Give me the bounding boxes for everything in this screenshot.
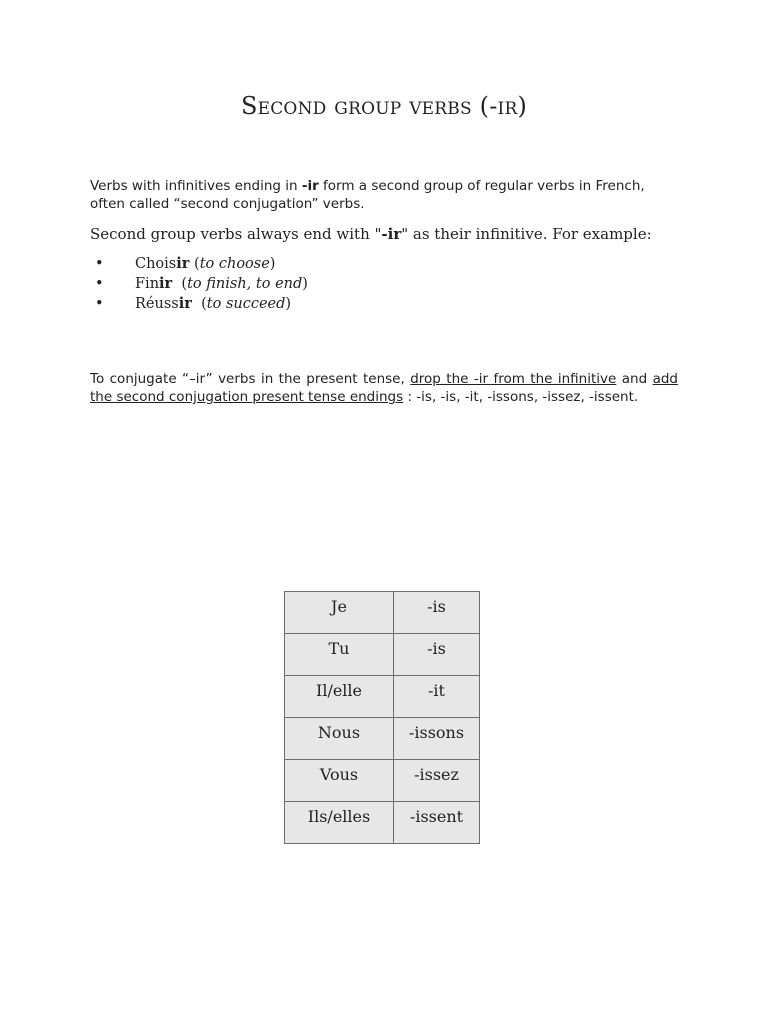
verb-stem: Chois: [135, 256, 177, 272]
list-item: [90, 274, 490, 294]
paren-close: ): [285, 296, 292, 312]
verb-stem: Fin: [135, 276, 160, 292]
table-row: [285, 634, 480, 676]
example-line-end: " as their infinitive. For example:: [401, 225, 652, 243]
ending-cell: -issent: [394, 802, 480, 844]
conjugate-text-3: : -is, -is, -it, -issons, -issez, -issent.: [403, 389, 639, 405]
verb-meaning: to finish, to end: [187, 276, 303, 292]
table-row: [285, 676, 480, 718]
verb-meaning: to succeed: [206, 296, 286, 312]
ending-cell: -is: [394, 592, 480, 634]
paren-close: ): [302, 276, 308, 292]
paren-open: (: [189, 256, 200, 272]
bullet-icon: •: [95, 296, 104, 312]
conjugation-paragraph: [90, 370, 678, 406]
bullet-icon: •: [95, 276, 104, 292]
endings-table: [284, 591, 480, 844]
ending-cell: -issez: [394, 760, 480, 802]
table-row: [285, 592, 480, 634]
example-line-bold-ending: -ir: [381, 225, 402, 243]
conjugate-underline-drop: drop the -ir from the infinitive: [410, 371, 617, 387]
conjugate-text-1: To conjugate “–ir” verbs in the present tense,: [90, 371, 411, 387]
ending-cell: -is: [394, 634, 480, 676]
intro-text-end: form a second group of regular verbs in French, often called “second conjugation” verbs.: [90, 178, 645, 212]
pronoun-cell: Tu: [285, 634, 394, 676]
verb-meaning: to choose: [199, 256, 270, 272]
list-item: [90, 254, 490, 274]
page-title: Second group verbs (-ir): [240, 92, 528, 120]
list-item: [90, 294, 490, 314]
verb-stem: Réuss: [135, 296, 179, 312]
intro-text-start: Verbs with infinitives ending in: [90, 178, 302, 194]
conjugate-text-2: and: [616, 371, 653, 387]
verb-ending: ir: [176, 255, 190, 272]
conjugate-underline-add: add the second conjugation present tense endings: [90, 371, 678, 405]
paren-open: (: [191, 296, 207, 312]
pronoun-cell: Il/elle: [285, 676, 394, 718]
verb-ending: ir: [178, 295, 192, 312]
paren-close: ): [269, 256, 276, 272]
verb-ending: ir: [159, 275, 173, 292]
intro-paragraph: [90, 177, 678, 213]
table-row: [285, 802, 480, 844]
table-row: [285, 718, 480, 760]
pronoun-cell: Ils/elles: [285, 802, 394, 844]
ending-cell: -it: [394, 676, 480, 718]
example-verb-list: [90, 254, 490, 314]
pronoun-cell: Je: [285, 592, 394, 634]
bullet-icon: •: [95, 256, 104, 272]
intro-bold-ending: -ir: [301, 178, 319, 194]
paren-open: (: [172, 276, 188, 292]
pronoun-cell: Vous: [285, 760, 394, 802]
ending-cell: -issons: [394, 718, 480, 760]
pronoun-cell: Nous: [285, 718, 394, 760]
example-line-start: Second group verbs always end with ": [90, 225, 382, 243]
example-intro-line: [90, 224, 690, 244]
table-row: [285, 760, 480, 802]
